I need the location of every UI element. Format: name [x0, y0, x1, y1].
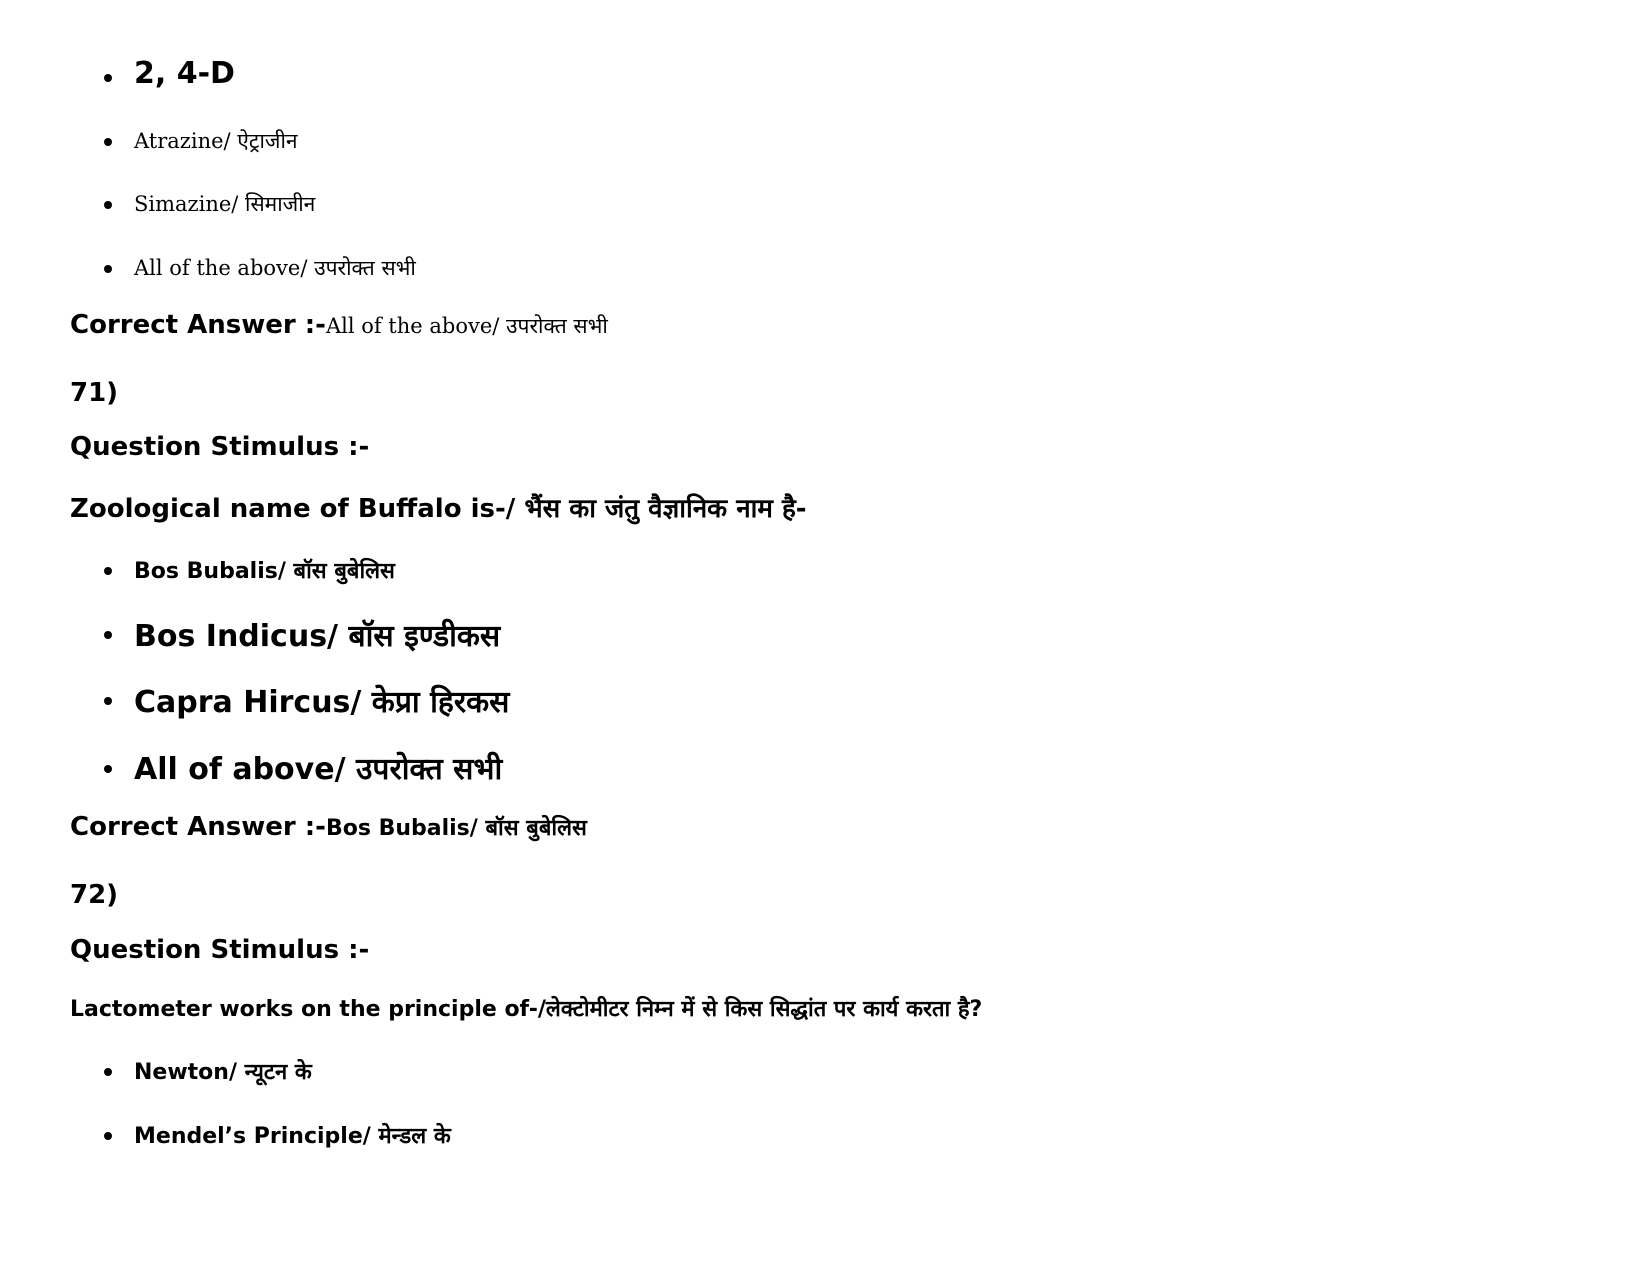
option-text: 2, 4-D	[134, 56, 235, 91]
question-number: 71)	[70, 378, 119, 408]
bullet-icon	[104, 765, 112, 773]
question-number: 72)	[70, 880, 119, 910]
question-text: Zoological name of Buffalo is-/ भैंस का जंतु वैज्ञानिक नाम है-	[70, 494, 807, 524]
correct-answer-value: Bos Bubalis/ बॉस बुबेलिस	[325, 816, 587, 841]
question-stimulus-label: Question Stimulus :-	[70, 432, 370, 462]
correct-answer-label: Correct Answer :-	[70, 812, 326, 842]
bullet-icon	[104, 138, 112, 146]
option-text: All of above/ उपरोक्त सभी	[134, 752, 503, 787]
question-text: Lactometer works on the principle of-/लेक्टोमीटर निम्न में से किस सिद्धांत पर कार्य करता है?	[70, 997, 983, 1022]
bullet-icon	[104, 697, 112, 705]
option-text: Bos Indicus/ बॉस इण्डीकस	[134, 619, 501, 654]
option-text: Capra Hircus/ केप्रा हिरकस	[134, 685, 510, 720]
option-text: Bos Bubalis/ बॉस बुबेलिस	[134, 559, 395, 584]
bullet-icon	[104, 1132, 112, 1140]
correct-answer-label: Correct Answer :-	[70, 310, 326, 340]
bullet-icon	[104, 631, 112, 639]
option-text: Simazine/ सिमाजीन	[134, 192, 316, 216]
correct-answer-line	[70, 310, 608, 340]
option-text: Mendel’s Principle/ मेन्डल के	[134, 1124, 451, 1149]
correct-answer-value: All of the above/ उपरोक्त सभी	[325, 314, 608, 338]
bullet-icon	[104, 74, 112, 82]
correct-answer-line	[70, 812, 587, 842]
bullet-icon	[104, 1068, 112, 1076]
option-text: All of the above/ उपरोक्त सभी	[134, 256, 416, 280]
option-text: Newton/ न्यूटन के	[134, 1060, 312, 1085]
bullet-icon	[104, 265, 112, 273]
question-stimulus-label: Question Stimulus :-	[70, 935, 370, 965]
option-text: Atrazine/ ऐट्राजीन	[134, 129, 298, 153]
bullet-icon	[104, 567, 112, 575]
bullet-icon	[104, 201, 112, 209]
